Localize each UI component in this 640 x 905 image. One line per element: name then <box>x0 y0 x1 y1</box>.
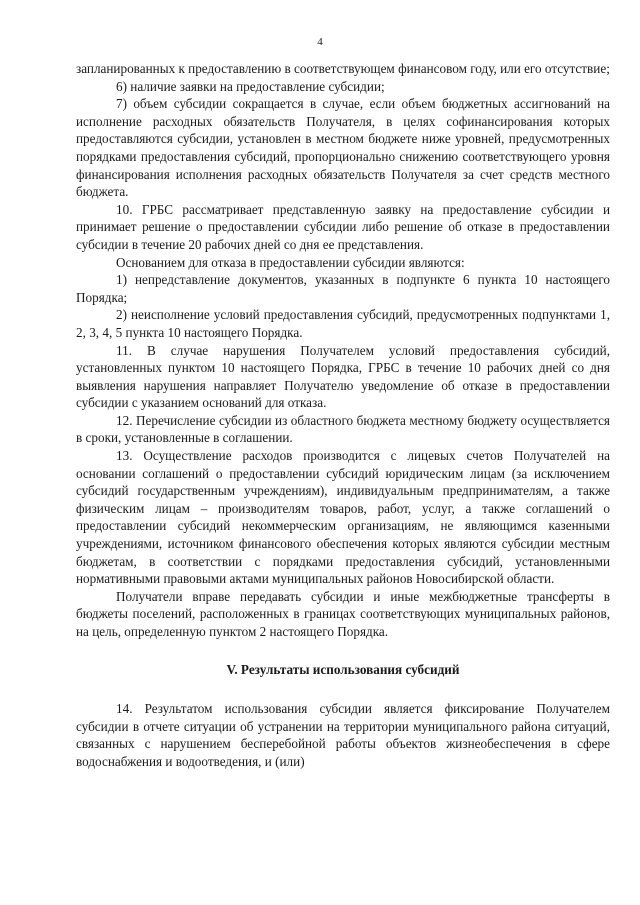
paragraph-item-6: 6) наличие заявки на предоставление субсидии; <box>116 78 385 94</box>
document-body <box>76 60 610 771</box>
paragraph-item-7: 7) объем субсидии сокращается в случае, если объем бюджетных ассигнований на исполнение расходных обязательств Получателя, в целях софинансирования которых предоставляются субсидии, установлен в местном бюджете ниже уровней, предусмотренных порядками предоставления субсидий, пропорционально снижению соответствующего уровня финансирования исполнения расходных обязательств Получателя за счет средств местного бюджета. <box>76 96 610 200</box>
paragraph-10: 10. ГРБС рассматривает представленную заявку на предоставление субсидии и принимает решение о предоставлении субсидии либо решение об отказе в предоставлении субсидии в течение 20 рабочих дней со дня ее представления. <box>76 201 610 252</box>
paragraph-12: 12. Перечисление субсидии из областного бюджета местному бюджету осуществляется в сроки, установленные в соглашении. <box>76 412 610 446</box>
paragraph-refusal-1: 1) непредставление документов, указанных в подпункте 6 пункта 10 настоящего Порядка; <box>76 272 610 305</box>
paragraph-13: 13. Осуществление расходов производится с лицевых счетов Получателей на основании соглашений о предоставлении субсидий юридическим лицам (за исключением субсидий государственным учреждениям), индивидуальным предпринимателям, а также физическим лицам – производителям товаров, работ, услуг, а также соглашений о предоставлении субсидий некоммерческим организациям, не являющимся казенными учреждениями, источником финансового обеспечения которых являются субсидии местным бюджетам, в соответствии с порядками предоставления субсидий, установленными нормативными правовыми актами муниципальных районов Новосибирской области. <box>76 448 610 587</box>
paragraph-continuation: запланированных к предоставлению в соответствующем финансовом году, или его отсутствие; <box>76 61 610 76</box>
paragraph-transfers: Получатели вправе передавать субсидии и иные межбюджетные трансферты в бюджеты поселений, расположенных в границах соответствующих муниципальных районов, на цель, определенную пунктом 2 настоящего Порядка. <box>76 588 610 639</box>
paragraph-11: 11. В случае нарушения Получателем условий предоставления субсидий, установленных пунктом 10 настоящего Порядка, ГРБС в течение 10 рабочих дней со дня выявления нарушения направляет Получателю уведомление об отказе в предоставлении субсидии с указанием оснований для отказа. <box>76 342 610 411</box>
paragraph-refusal-2: 2) неисполнение условий предоставления субсидий, предусмотренных подпунктами 1, 2, 3, 4, 5 пункта 10 настоящего Порядка. <box>76 307 610 340</box>
section-heading: V. Результаты использования субсидий <box>226 661 460 677</box>
page-number: 4 <box>317 36 323 48</box>
paragraph-14: 14. Результатом использования субсидии является фиксирование Получателем субсидии в отчете ситуации об устранении на территории муниципального района ситуаций, связанных с нарушением бесперебойной работы объектов жизнеобеспечения в сфере водоснабжения и водоотведения, и (или) <box>76 701 610 769</box>
paragraph-refusal-grounds: Основанием для отказа в предоставлении субсидии являются: <box>116 254 465 270</box>
